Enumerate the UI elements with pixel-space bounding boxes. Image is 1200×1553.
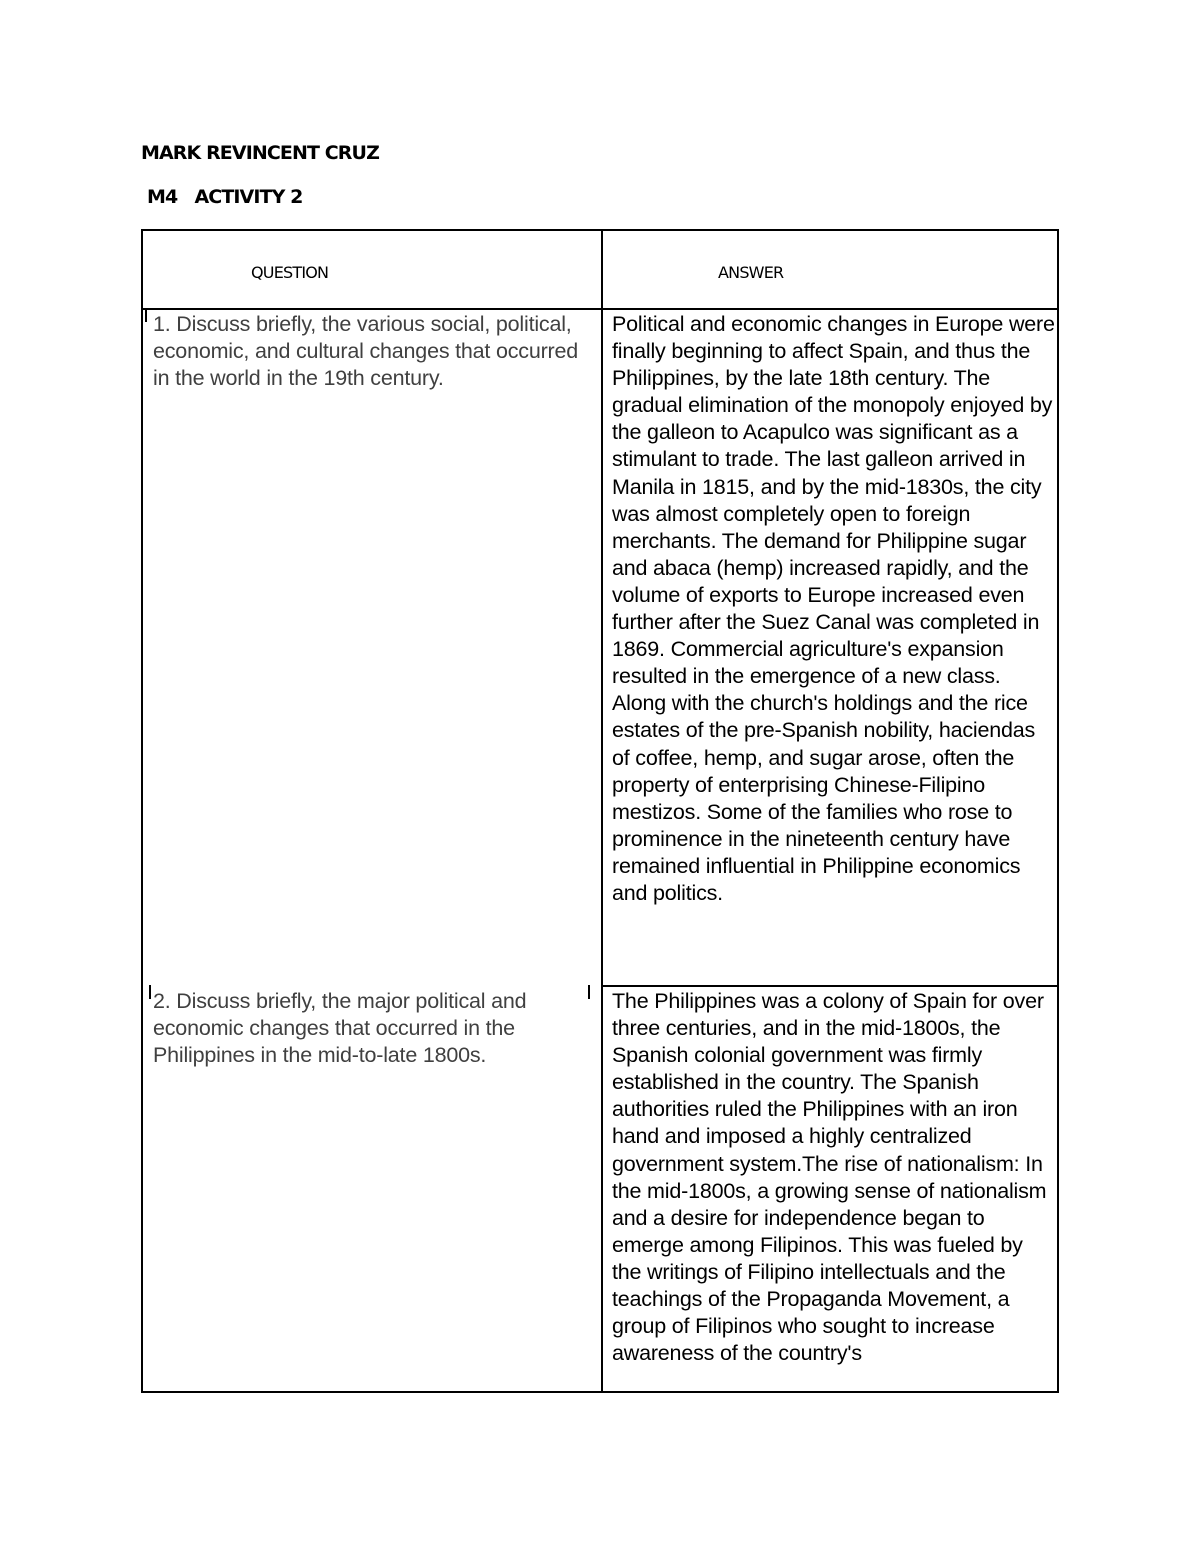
question-cell-1: 1. Discuss briefly, the various social, political, economic, and cultural changes that occurred in the world in the 19th century. bbox=[153, 312, 579, 391]
cell-corner-mark bbox=[145, 308, 147, 322]
column-divider bbox=[601, 231, 603, 1391]
row-divider bbox=[601, 985, 1057, 987]
answer-cell-1: Political and economic changes in Europe were finally beginning to affect Spain, and thus the Philippines, by the late 18th century. The gradual elimination of the monopoly enjoyed by the galleon to Acapulco was significant as a stimulant to trade. The last galleon arrived in Manila in 1815, and by the mid-1830s, the city was almost completely open to foreign merchants. The demand for Philippine sugar and abaca (hemp) increased rapidly, and the volume of exports to Europe increased even further after the Suez Canal was completed in 1869. Commercial agriculture's expansion resulted in the emergence of a new class. Along with the church's holdings and the rice estates of the pre-Spanish nobility, haciendas of coffee, hemp, and sugar arose, often the property of enterprising Chinese-Filipino mestizos. Some of the families who rose to prominence in the nineteenth century have remained influential in Philippine economics and politics. bbox=[612, 312, 1055, 905]
answer-cell-2: The Philippines was a colony of Spain for over three centuries, and in the mid-1800s, the Spanish colonial government was firmly established in the country. The Spanish authorities ruled the Philippines with an iron hand and imposed a highly centralized government system.The rise of nationalism: In the mid-1800s, a growing sense of nationalism and a desire for independence began to emerge among Filipinos. This was fueled by the writings of Filipino intellectuals and the teachings of the Propaganda Movement, a group of Filipinos who sought to increase awareness of the country's bbox=[612, 989, 1047, 1366]
qa-table bbox=[141, 229, 1059, 1393]
student-name: MARK REVINCENT CRUZ bbox=[141, 142, 379, 164]
question-cell-2: 2. Discuss briefly, the major political and economic changes that occurred in the Philippines in the mid-to-late 1800s. bbox=[153, 989, 527, 1068]
cell-corner-mark bbox=[149, 985, 151, 999]
column-header-answer: ANSWER bbox=[718, 263, 784, 282]
cell-corner-mark bbox=[503, 308, 601, 310]
activity-label: M4 ACTIVITY 2 bbox=[147, 186, 303, 208]
column-header-question: QUESTION bbox=[251, 263, 329, 282]
